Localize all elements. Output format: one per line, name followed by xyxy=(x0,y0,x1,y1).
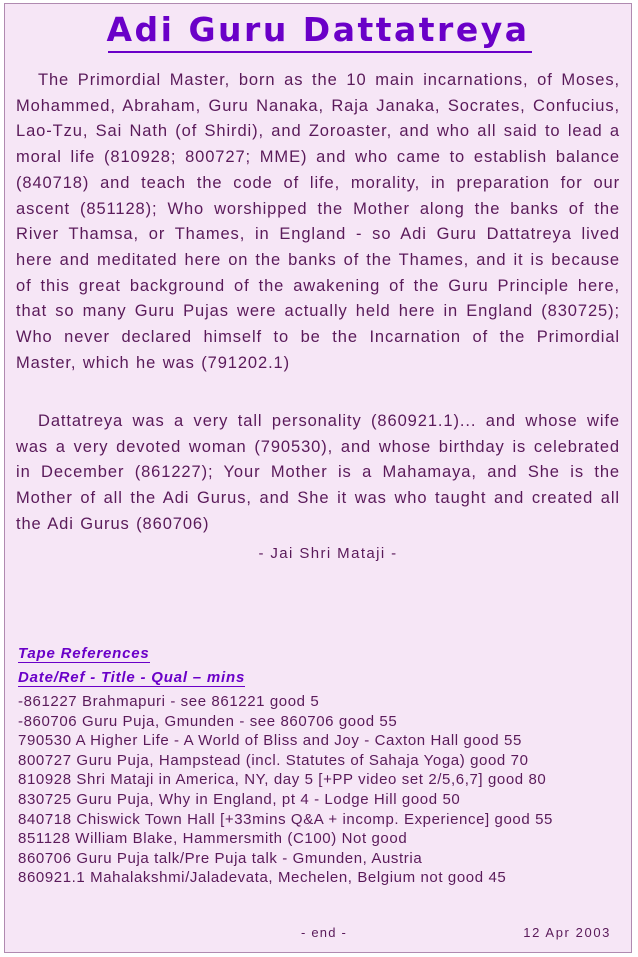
tape-reference-item: 810928 Shri Mataji in America, NY, day 5 [+PP video set 2/5,6,7] good 80 xyxy=(18,771,547,789)
signature: - Jai Shri Mataji - xyxy=(258,545,398,562)
tape-reference-item: 840718 Chiswick Town Hall [+33mins Q&A + incomp. Experience] good 55 xyxy=(18,810,553,828)
tape-references-heading-text: Tape References xyxy=(18,645,150,662)
tape-reference-item: 800727 Guru Puja, Hampstead (incl. Statutes of Sahaja Yoga) good 70 xyxy=(18,751,529,769)
end-marker: - end - xyxy=(301,925,347,940)
tape-reference-item: 860706 Guru Puja talk/Pre Puja talk - Gmunden, Austria xyxy=(18,849,423,867)
tape-columns-heading xyxy=(18,669,245,686)
document-page xyxy=(4,3,632,953)
title-underline xyxy=(108,51,532,53)
second-paragraph: Dattatreya was a very tall personality (860921.1)... and whose wife was a very devoted woman (790530), and whose birthday is celebrated in December (861227); Your Mother is a Mahamaya, and She is the Mother of all the Adi Gurus, and She it was who taught and created all the Adi Gurus (860706) xyxy=(16,412,620,533)
tape-columns-heading-text: Date/Ref - Title - Qual – mins xyxy=(18,669,246,686)
tape-reference-list xyxy=(18,692,628,888)
page-title: Adi Guru Dattatreya xyxy=(106,10,530,49)
tape-reference-item: 860921.1 Mahalakshmi/Jaladevata, Mechelen, Belgium not good 45 xyxy=(18,869,507,887)
tape-reference-item: -860706 Guru Puja, Gmunden - see 860706 good 55 xyxy=(18,712,398,730)
tape-reference-item: 790530 A Higher Life - A World of Bliss and Joy - Caxton Hall good 55 xyxy=(18,732,522,750)
tape-reference-item: 830725 Guru Puja, Why in England, pt 4 - Lodge Hill good 50 xyxy=(18,790,461,808)
tape-references-heading xyxy=(18,645,150,662)
intro-paragraph: The Primordial Master, born as the 10 main incarnations, of Moses, Mohammed, Abraham, Guru Nanaka, Raja Janaka, Socrates, Confucius, Lao-Tzu, Sai Nath (of Shirdi), and Zoroaster, and who all said to lead a moral life (810928; 800727; MME) and who came to establish balance (840718) and teach the code of life, morality, in preparation for our ascent (851128); Who worshipped the Mother along the banks of the River Thamsa, or Thames, in England - so Adi Guru Dattatreya lived here and meditated here on the banks of the Thames, and it is because of this great background of the awakening of the Guru Principle here, that so many Guru Pujas were actually held here in England (830725); Who never declared himself to be the Incarnation of the Primordial Master, which he was (791202.1) xyxy=(16,71,620,372)
document-date: 12 Apr 2003 xyxy=(523,925,611,940)
tape-reference-item: -861227 Brahmapuri - see 861221 good 5 xyxy=(18,693,320,710)
tape-reference-item: 851128 William Blake, Hammersmith (C100) Not good xyxy=(18,830,408,848)
